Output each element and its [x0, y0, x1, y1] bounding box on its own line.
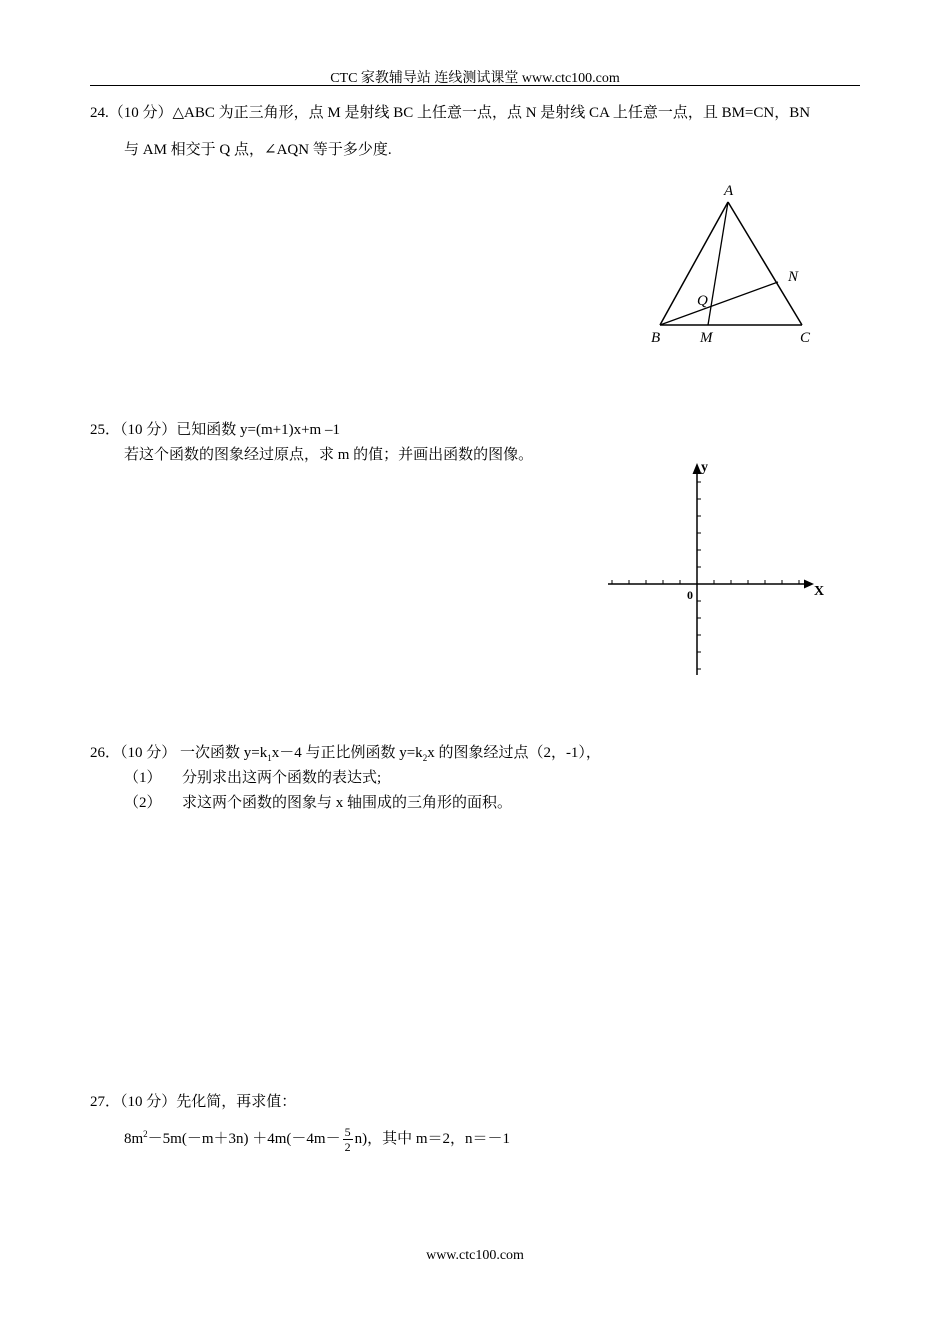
label-q: Q: [697, 293, 708, 309]
label-m: M: [700, 330, 713, 346]
q26-text-a: 26．（10 分） 一次函数 y=k: [90, 745, 268, 761]
q26-text-b: x－4 与正比例函数 y=k: [271, 745, 423, 761]
q25-line2: 若这个函数的图象经过原点，求 m 的值；并画出函数的图像。: [124, 447, 534, 463]
fraction-numerator: 5: [344, 1125, 351, 1140]
m-squared-exponent: 2: [143, 1129, 148, 1139]
q25-line1: 25．（10 分）已知函数 y=(m+1)x+m –1: [90, 422, 340, 438]
q27-line1: 27．（10 分）先化简，再求值：: [90, 1094, 297, 1110]
page-header: CTC 家教辅导站 连线测试课堂 www.ctc100.com: [330, 71, 620, 86]
label-c: C: [800, 330, 811, 346]
triangle-figure: [640, 172, 830, 352]
page-footer: www.ctc100.com: [426, 1248, 524, 1263]
label-a: A: [724, 183, 734, 199]
k1-subscript: 1: [267, 753, 272, 763]
q26-item2-text: 求这两个函数的图象与 x 轴围成的三角形的面积。: [182, 795, 513, 811]
fraction-five-halves: [343, 1125, 353, 1154]
y-axis-label: y: [701, 460, 708, 475]
q27-expr-c: n)，其中 m＝2，n＝－1: [354, 1131, 510, 1147]
k2-subscript: 2: [422, 753, 428, 763]
fraction-denominator: 2: [344, 1140, 351, 1155]
coordinate-axes: [600, 455, 840, 685]
q26-item1-number: （1）: [124, 770, 162, 786]
q26-item2-number: （2）: [124, 795, 162, 811]
q26-line1: [90, 741, 601, 763]
x-axis-label: X: [814, 584, 825, 599]
label-n: N: [788, 269, 799, 285]
segment-bn: [660, 282, 778, 325]
x-axis-arrow: [804, 580, 814, 589]
q27-expr-b: －5m(－m＋3n) ＋4m(－4m－: [147, 1131, 341, 1147]
q27-expr-a: 8m: [124, 1131, 144, 1147]
q26-text-c: x 的图象经过点（2，-1），: [427, 745, 601, 761]
side-ac: [728, 202, 802, 325]
q27-expression: [124, 1116, 510, 1157]
q24-line1: 24.（10 分）△ABC 为正三角形，点 M 是射线 BC 上任意一点，点 N 是射线 CA 上任意一点，且 BM=CN，BN: [90, 105, 811, 121]
q26-item1-text: 分别求出这两个函数的表达式;: [182, 770, 382, 786]
header-rule: [90, 85, 860, 86]
label-b: B: [651, 330, 661, 346]
q24-line2: 与 AM 相交于 Q 点，∠AQN 等于多少度.: [124, 142, 392, 158]
origin-label: 0: [687, 588, 693, 602]
